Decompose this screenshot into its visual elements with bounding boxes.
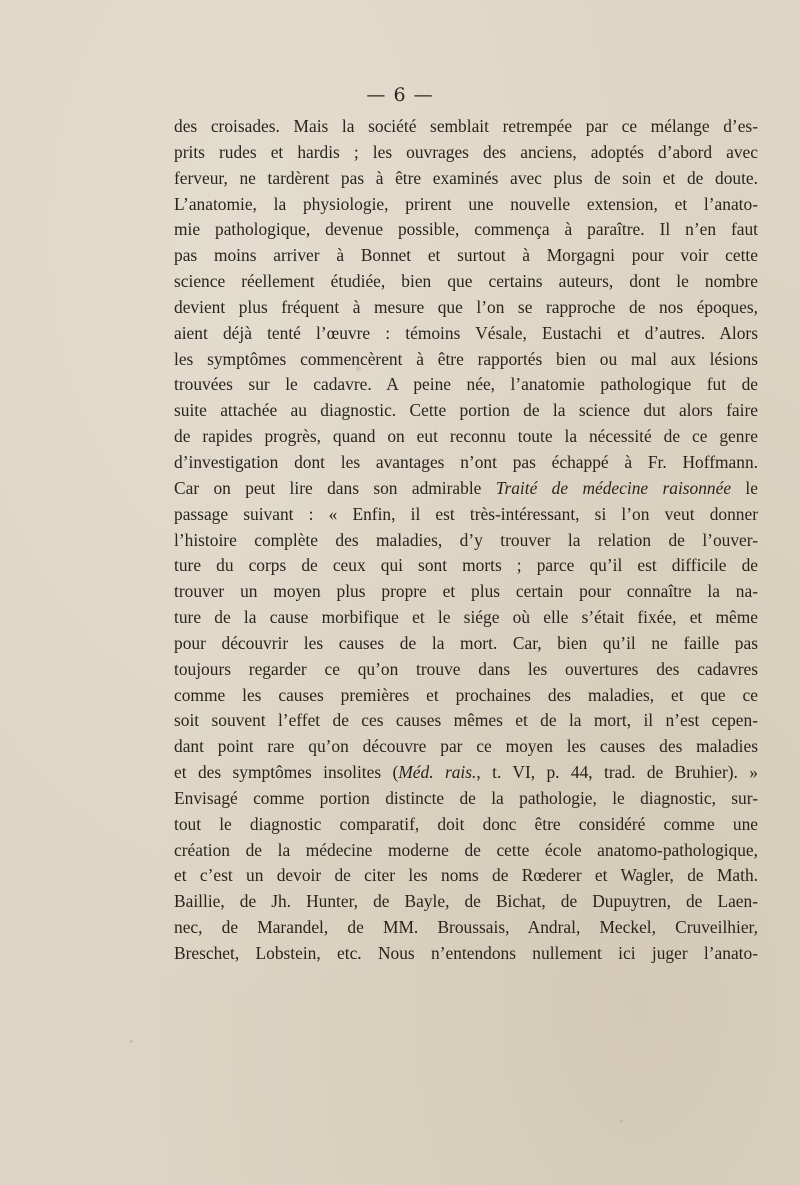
text-segment: , t. VI, p. 44, trad. de Bruhier). » [476, 762, 758, 783]
text-line: soit souvent l’effet de ces causes mêmes et de la mort, il n’est cepen- [174, 710, 758, 731]
text-line: Breschet, Lobstein, etc. Nous n’entendons nullement ici juger l’anato- [174, 943, 758, 963]
text-line: Baillie, de Jh. Hunter, de Bayle, de Bichat, de Dupuytren, de Laen- [174, 891, 758, 912]
text-line: comme les causes premières et prochaines des maladies, et que ce [174, 684, 758, 705]
text-segment: Car on peut lire dans son admirable [174, 477, 496, 498]
text-line: passage suivant : « Enfin, il est très-intéressant, si l’on veut donner [174, 503, 758, 524]
text-line: suite attachée au diagnostic. Cette portion de la science dut alors faire [174, 400, 758, 421]
text-line: toujours regarder ce qu’on trouve dans les ouvertures des cadavres [174, 658, 758, 679]
italic-title: Méd. rais. [398, 762, 477, 783]
foxing-spot [620, 1120, 623, 1123]
text-line: des croisades. Mais la société semblait retrempée par ce mélange d’es- [174, 116, 758, 136]
italic-title: Traité de médecine raisonnée [495, 477, 732, 498]
text-line: aient déjà tenté l’œuvre : témoins Vésale, Eustachi et d’autres. Alors [174, 322, 758, 343]
page-number: — 6 — [366, 84, 434, 106]
text-line: devient plus fréquent à mesure que l’on se rapproche de nos époques, [174, 296, 758, 317]
text-line: création de la médecine moderne de cette école anatomo-pathologique, [174, 839, 758, 860]
text-line: dant point rare qu’on découvre par ce moyen les causes des maladies [174, 736, 758, 757]
text-line: nec, de Marandel, de MM. Broussais, Andral, Meckel, Cruveilhier, [174, 917, 758, 938]
text-line: ture de la cause morbifique et le siége où elle s’était fixée, et même [174, 607, 758, 628]
text-line: ture du corps de ceux qui sont morts ; parce qu’il est difficile de [174, 555, 758, 576]
text-line: pour découvrir les causes de la mort. Car, bien qu’il ne faille pas [174, 632, 758, 653]
text-line: trouvées sur le cadavre. A peine née, l’anatomie pathologique fut de [174, 374, 758, 395]
text-line: L’anatomie, la physiologie, prirent une nouvelle extension, et l’anato- [174, 193, 758, 214]
text-line: pas moins arriver à Bonnet et surtout à Morgagni pour voir cette [174, 245, 758, 266]
text-line: l’histoire complète des maladies, d’y trouver la relation de l’ouver- [174, 529, 758, 550]
text-line: science réellement étudiée, bien que certains auteurs, dont le nombre [174, 271, 758, 292]
text-line: de rapides progrès, quand on eut reconnu toute la nécessité de ce genre [174, 426, 758, 447]
text-line: trouver un moyen plus propre et plus certain pour connaître la na- [174, 581, 758, 602]
text-line: mie pathologique, devenue possible, commença à paraître. Il n’en faut [174, 219, 758, 240]
text-line: prits rudes et hardis ; les ouvrages des anciens, adoptés d’abord avec [174, 141, 758, 162]
text-line [174, 760, 758, 786]
text-line: Envisagé comme portion distincte de la pathologie, le diagnostic, sur- [174, 787, 758, 808]
foxing-spot [130, 1040, 133, 1043]
text-line: d’investigation dont les avantages n’ont pas échappé à Fr. Hoffmann. [174, 451, 758, 472]
body-text [174, 114, 758, 967]
text-line [174, 476, 758, 502]
text-line: tout le diagnostic comparatif, doit donc être considéré comme une [174, 813, 758, 834]
text-line: les symptômes commencèrent à être rapportés bien ou mal aux lésions [174, 348, 758, 369]
text-segment: le [731, 477, 758, 498]
text-segment: et des symptômes insolites ( [174, 762, 399, 783]
text-line: et c’est un devoir de citer les noms de Rœderer et Wagler, de Math. [174, 865, 758, 886]
text-line: ferveur, ne tardèrent pas à être examinés avec plus de soin et de doute. [174, 167, 758, 188]
foxing-spot [356, 366, 361, 371]
